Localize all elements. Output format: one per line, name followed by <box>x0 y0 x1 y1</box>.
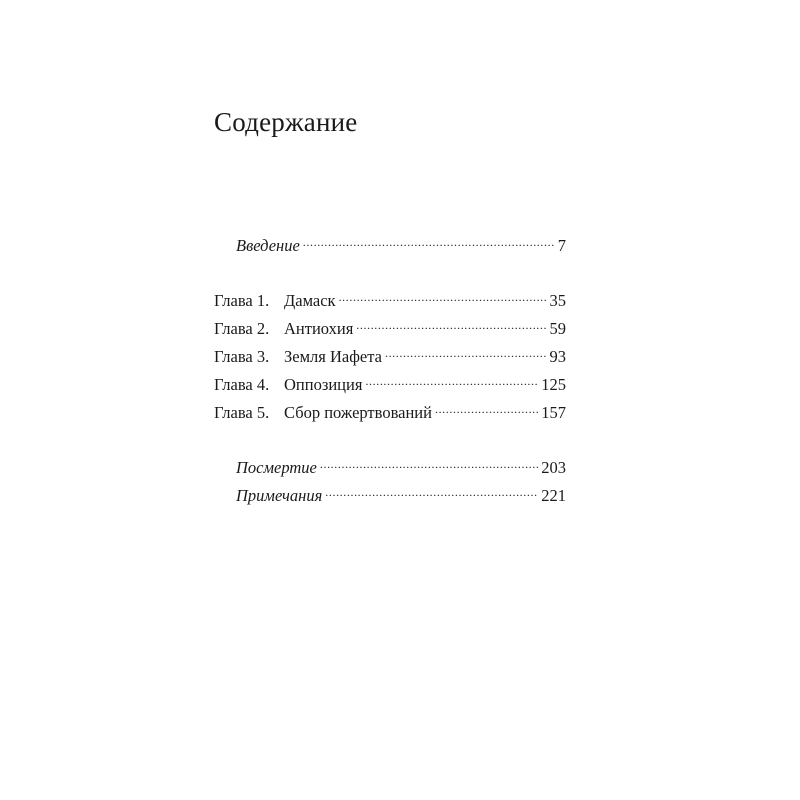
toc-entry-title: Посмертие <box>236 458 317 477</box>
page-title: Содержание <box>214 107 358 137</box>
toc-entry-title: Земля Иафета <box>284 347 382 366</box>
toc-entry-chapter-1[interactable] <box>214 286 566 310</box>
toc-entry-title: Сбор пожертвований <box>284 403 432 422</box>
toc-entry-notes[interactable] <box>236 481 566 505</box>
chapter-label: Глава 2. <box>214 319 270 338</box>
toc-entry-title: Примечания <box>236 486 323 505</box>
toc-entry-chapter-3[interactable] <box>214 342 566 366</box>
chapter-label: Глава 4. <box>214 375 270 394</box>
toc-entry-title: Оппозиция <box>284 375 363 394</box>
dot-leader <box>356 314 546 334</box>
toc-entry-title: Введение <box>236 236 300 255</box>
toc-page-number: 203 <box>541 458 566 477</box>
toc-page-number: 157 <box>541 403 566 422</box>
chapter-label: Глава 1. <box>214 291 270 310</box>
toc-entry-title: Дамаск <box>284 291 336 310</box>
toc-entry-afterlife[interactable] <box>236 453 566 477</box>
dot-leader <box>320 453 538 473</box>
toc-page-number: 7 <box>557 236 566 255</box>
dot-leader <box>339 286 547 306</box>
toc-entry-introduction[interactable] <box>236 231 566 255</box>
toc-entry-chapter-2[interactable] <box>214 314 566 338</box>
chapter-label: Глава 3. <box>214 347 270 366</box>
dot-leader <box>303 231 555 251</box>
dot-leader <box>365 370 538 390</box>
toc-entry-chapter-4[interactable] <box>214 370 566 394</box>
toc-page-number: 221 <box>541 486 566 505</box>
dot-leader <box>325 481 538 501</box>
dot-leader <box>435 398 538 418</box>
chapter-label: Глава 5. <box>214 403 270 422</box>
toc-entry-chapter-5[interactable] <box>214 398 566 422</box>
toc-entry-title: Антиохия <box>284 319 354 338</box>
toc-page-number: 35 <box>549 291 566 310</box>
toc-page-number: 93 <box>549 347 566 366</box>
dot-leader <box>385 342 547 362</box>
toc-page-number: 125 <box>541 375 566 394</box>
toc-page-number: 59 <box>549 319 566 338</box>
